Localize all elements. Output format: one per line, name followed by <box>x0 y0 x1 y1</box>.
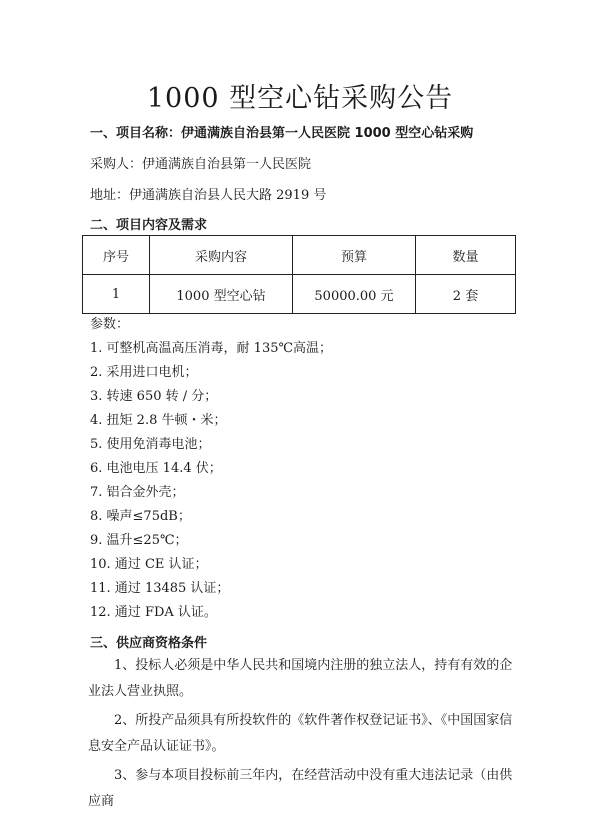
section2-heading: 二、项目内容及需求 <box>90 218 208 233</box>
table-cell: 2 套 <box>416 275 516 314</box>
buyer-line: 采购人：伊通满族自治县第一人民医院 <box>90 157 312 172</box>
table-header-cell: 采购内容 <box>150 236 293 275</box>
param-item: 12. 通过 FDA 认证。 <box>90 605 217 620</box>
param-item: 6. 电池电压 14.4 伏； <box>90 461 222 476</box>
items-table <box>82 235 516 314</box>
param-item: 1. 可整机高温高压消毒，耐 135℃高温； <box>90 341 333 356</box>
qualification-item: 2、所投产品须具有所投软件的《软件著作权登记证书》、《中国国家信息安全产品认证证书》。 <box>88 713 513 754</box>
table-header-cell: 数量 <box>416 236 516 275</box>
param-item: 10. 通过 CE 认证； <box>90 557 208 572</box>
param-item: 8. 噪声≤75dB； <box>90 509 191 524</box>
section3-heading: 三、供应商资格条件 <box>90 636 208 651</box>
table-row <box>83 275 516 314</box>
params-label: 参数： <box>90 317 130 332</box>
table-cell: 50000.00 元 <box>293 275 416 314</box>
param-item: 7. 铝合金外壳； <box>90 485 185 500</box>
param-item: 2. 采用进口电机； <box>90 365 198 380</box>
param-item: 9. 温升≤25℃； <box>90 533 188 548</box>
param-item: 5. 使用免消毒电池； <box>90 437 211 452</box>
table-cell: 1 <box>83 275 150 314</box>
param-item: 3. 转速 650 转 / 分； <box>90 389 218 404</box>
table-header-row <box>83 236 516 275</box>
table-cell: 1000 型空心钻 <box>150 275 293 314</box>
address-line: 地址：伊通满族自治县人民大路 2919 号 <box>90 188 327 203</box>
table-header-cell: 预算 <box>293 236 416 275</box>
qualification-item: 3、参与本项目投标前三年内，在经营活动中没有重大违法记录（由供应商 <box>88 768 513 809</box>
param-item: 4. 扭矩 2.8 牛顿・米； <box>90 413 227 428</box>
section1-heading: 一、项目名称：伊通满族自治县第一人民医院 1000 型空心钻采购 <box>90 126 474 141</box>
qualification-item: 1、投标人必须是中华人民共和国境内注册的独立法人，持有有效的企业法人营业执照。 <box>88 658 513 699</box>
param-item: 11. 通过 13485 认证； <box>90 581 230 596</box>
page-title: 1000 型空心钻采购公告 <box>146 83 454 114</box>
table-header-cell: 序号 <box>83 236 150 275</box>
